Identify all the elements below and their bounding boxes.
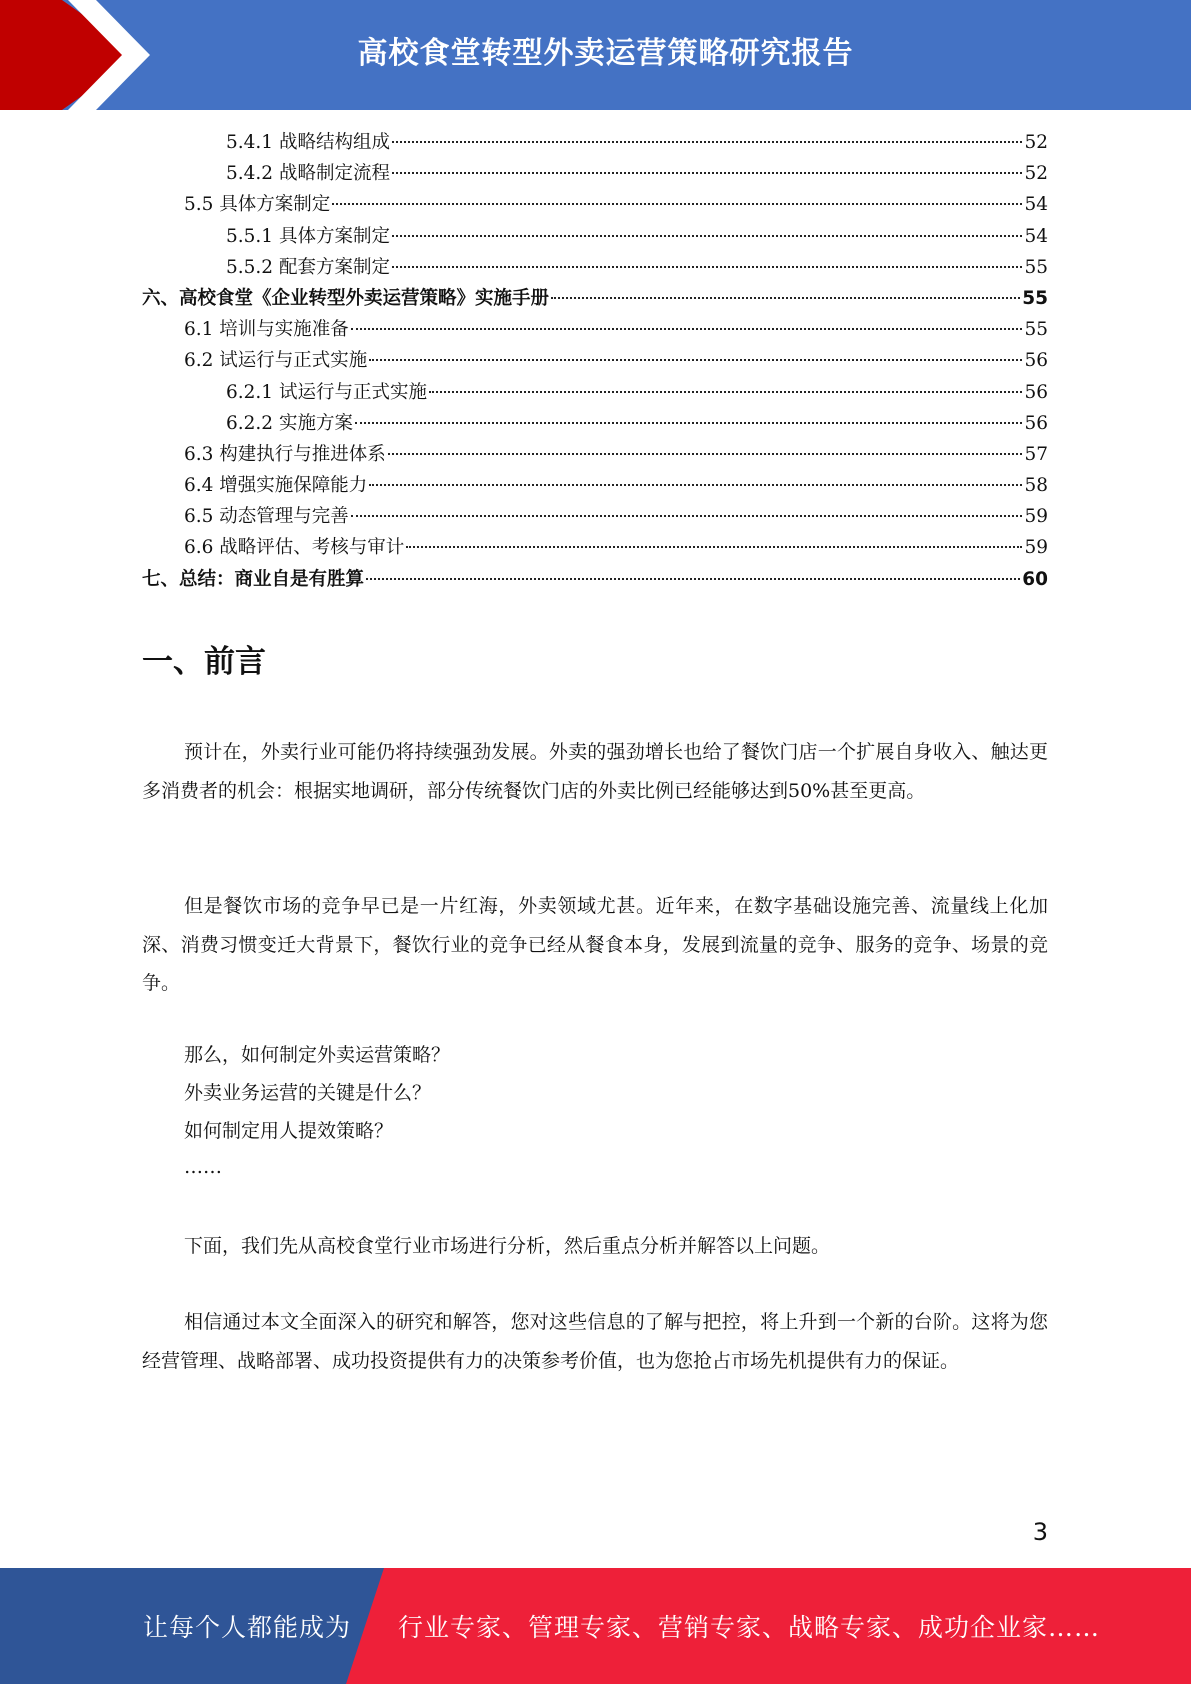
toc-entry-page: 59 <box>1024 506 1048 528</box>
toc-entry[interactable] <box>142 345 1048 376</box>
toc-entry-label: 6.4 增强实施保障能力 <box>184 475 368 497</box>
toc-leader-dots <box>369 483 1022 486</box>
table-of-contents <box>142 127 1048 595</box>
toc-entry[interactable] <box>142 439 1048 470</box>
toc-entry-label: 5.5.2 配套方案制定 <box>226 256 390 278</box>
toc-entry-page: 58 <box>1024 475 1048 497</box>
toc-leader-dots <box>429 390 1022 393</box>
toc-leader-dots <box>551 296 1020 299</box>
toc-entry-page: 52 <box>1024 132 1048 153</box>
toc-entry-page: 52 <box>1024 163 1048 185</box>
footer-slogan-right: 行业专家、管理专家、营销专家、战略专家、成功企业家…… <box>398 1613 1101 1642</box>
toc-entry-page: 55 <box>1024 256 1048 278</box>
toc-entry[interactable] <box>142 470 1048 501</box>
toc-leader-dots <box>392 171 1022 174</box>
toc-entry-label: 6.2 试运行与正式实施 <box>184 350 368 372</box>
document-title: 高校食堂转型外卖运营策略研究报告 <box>357 36 854 71</box>
ellipsis-line: …… <box>184 1156 222 1178</box>
toc-leader-dots <box>369 358 1022 361</box>
toc-entry[interactable] <box>142 221 1048 252</box>
paragraph: 下面，我们先从高校食堂行业市场进行分析，然后重点分析并解答以上问题。 <box>184 1235 831 1257</box>
toc-entry[interactable] <box>142 501 1048 532</box>
toc-leader-dots <box>388 452 1023 455</box>
toc-entry-label: 6.6 战略评估、考核与审计 <box>184 537 405 559</box>
toc-entry-page: 56 <box>1024 412 1048 434</box>
toc-entry-label: 6.1 培训与实施准备 <box>184 319 349 341</box>
paragraph: 但是餐饮市场的竞争早已是一片红海，外卖领域尤甚。近年来，在数字基础设施完善、流量线上化加深、消费习惯变迁大背景下，餐饮行业的竞争已经从餐食本身，发展到流量的竞争、服务的竞争、场景的竞争。 <box>142 895 1048 994</box>
toc-entry-label: 6.5 动态管理与完善 <box>184 506 349 528</box>
page-footer <box>0 1568 1191 1684</box>
toc-leader-dots <box>392 140 1022 143</box>
toc-leader-dots <box>406 545 1022 548</box>
toc-leader-dots <box>355 421 1023 424</box>
toc-entry-label: 5.5.1 具体方案制定 <box>226 225 390 247</box>
toc-entry-label: 5.4.2 战略制定流程 <box>226 163 390 185</box>
toc-leader-dots <box>351 327 1023 330</box>
toc-entry[interactable] <box>142 127 1048 158</box>
toc-entry[interactable] <box>142 532 1048 563</box>
toc-leader-dots <box>332 202 1022 205</box>
toc-entry-page: 55 <box>1024 319 1048 341</box>
question-line: 那么，如何制定外卖运营策略？ <box>184 1044 451 1066</box>
toc-entry[interactable] <box>142 158 1048 189</box>
paragraph: 预计在，外卖行业可能仍将持续强劲发展。外卖的强劲增长也给了餐饮门店一个扩展自身收入、触达更多消费者的机会：根据实地调研，部分传统餐饮门店的外卖比例已经能够达到50%甚至更高。 <box>142 741 1048 802</box>
toc-entry-page: 59 <box>1024 537 1048 559</box>
toc-entry-label: 6.3 构建执行与推进体系 <box>184 443 386 465</box>
toc-entry-label: 6.2.2 实施方案 <box>226 412 353 434</box>
toc-leader-dots <box>392 234 1022 237</box>
toc-entry[interactable] <box>142 408 1048 439</box>
toc-entry-page: 55 <box>1022 287 1048 309</box>
toc-entry-page: 56 <box>1024 381 1048 403</box>
toc-leader-dots <box>366 577 1020 580</box>
toc-entry[interactable] <box>142 189 1048 220</box>
toc-leader-dots <box>392 265 1022 268</box>
toc-entry-label: 5.5 具体方案制定 <box>184 194 331 216</box>
toc-entry-label: 七、总结：商业自是有胜算 <box>142 568 365 590</box>
toc-leader-dots <box>351 514 1023 517</box>
toc-entry-label: 六、高校食堂《企业转型外卖运营策略》实施手册 <box>142 287 550 309</box>
toc-entry[interactable] <box>142 314 1048 345</box>
toc-entry-page: 57 <box>1024 443 1048 465</box>
question-line: 外卖业务运营的关键是什么？ <box>184 1082 432 1104</box>
toc-entry[interactable] <box>142 377 1048 408</box>
toc-entry[interactable] <box>142 564 1048 595</box>
toc-entry[interactable] <box>142 283 1048 314</box>
toc-entry-page: 60 <box>1022 568 1048 590</box>
section-title: 一、前言 <box>142 644 266 680</box>
toc-entry-page: 54 <box>1024 225 1048 247</box>
page-number: 3 <box>1032 1518 1048 1546</box>
footer-slogan-left: 让每个人都能成为 <box>143 1613 352 1642</box>
page-header <box>0 0 1191 110</box>
toc-entry-page: 56 <box>1024 350 1048 372</box>
toc-entry[interactable] <box>142 252 1048 283</box>
question-line: 如何制定用人提效策略？ <box>184 1120 394 1142</box>
toc-entry-label: 5.4.1 战略结构组成 <box>226 132 390 153</box>
toc-entry-page: 54 <box>1024 194 1048 216</box>
toc-entry-label: 6.2.1 试运行与正式实施 <box>226 381 427 403</box>
paragraph: 相信通过本文全面深入的研究和解答，您对这些信息的了解与把控，将上升到一个新的台阶。这将为您经营管理、战略部署、成功投资提供有力的决策参考价值，也为您抢占市场先机提供有力的保证。 <box>142 1311 1048 1372</box>
